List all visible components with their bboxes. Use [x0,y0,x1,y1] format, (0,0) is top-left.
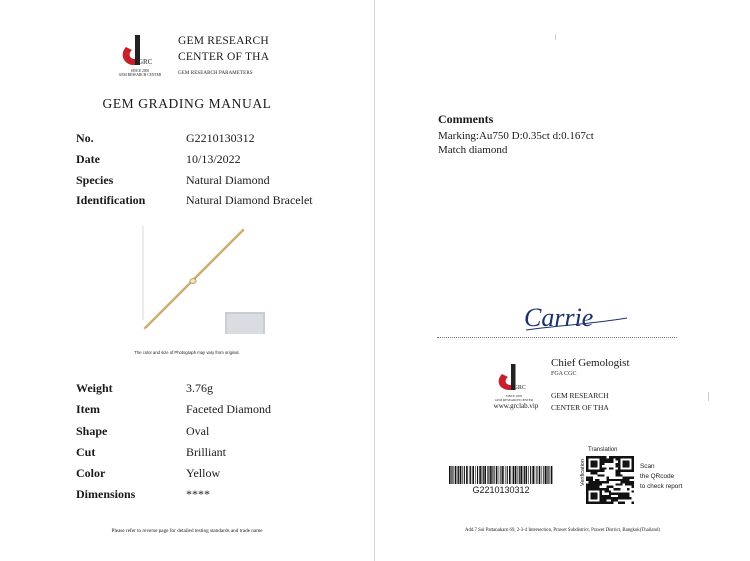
org-line-1: GEM RESEARCH [551,391,609,400]
org-line-2: CENTER OF THA [551,403,609,412]
detail-label: Cut [76,445,96,459]
logo-mark-text: GRC [513,385,526,391]
bracelet-photo [141,224,271,334]
comments-text [438,129,594,157]
scan-line-2: the QRcode [640,473,675,480]
left-footer: Please refer to reverse page for detailed testing standards and trade name [111,528,263,534]
grc-logo-header [118,33,278,83]
scan-line-3: to check report [640,483,683,490]
detail-value: Faceted Diamond [186,402,271,416]
since-line-1: SINCE 2005 [505,394,523,398]
detail-value: 3.76g [186,381,213,395]
scan-instructions [640,462,682,492]
field-label: Date [76,152,100,166]
detail-value: Yellow [186,466,221,480]
grc-name-line-2: CENTER OF THA [178,51,270,63]
gemologist-credentials: FGA CGC [551,371,577,377]
detail-label: Item [76,402,100,416]
signature-line [437,337,677,338]
field-value: Natural Diamond [186,173,270,187]
grc-name [178,33,269,65]
field-label: Identification [76,193,146,207]
grc-name-line-1: GEM RESEARCH [178,35,269,47]
logo-since [482,394,546,402]
since-line-2: GEM RESEARCH CENTER [118,73,162,77]
detail-label: Dimensions [76,487,136,501]
website-link[interactable]: www.grclab.vip [493,402,539,410]
comments-line-1: Marking:Au750 D:0.35ct d:0.167ct [438,130,594,142]
page-mark [555,34,556,40]
comments-line-2: Match diamond [438,144,508,156]
logo-mark-text: GRC [138,58,153,66]
page-mark [708,392,709,401]
gemologist-title: Chief Gemologist [551,357,630,369]
detail-label: Shape [76,424,108,438]
translation-label: Translation [588,447,618,453]
qr-code[interactable] [586,456,634,504]
since-line-1: SINCE 2005 [130,69,150,73]
signature-text: Carrie [524,303,594,332]
detail-value: Brilliant [186,445,226,459]
field-label: No. [76,131,94,145]
right-page [375,0,750,561]
signature [522,296,632,336]
detail-label: Color [76,466,106,480]
detail-label: Weight [76,381,113,395]
org-name [551,390,609,414]
barcode [449,466,553,484]
comments-heading: Comments [438,112,494,126]
barcode-number: G2210130312 [472,485,530,495]
verification-label: Verification [580,459,586,486]
detail-value: Oval [186,424,210,438]
scan-line-1: Scan [640,463,655,470]
manual-title: GEM GRADING MANUAL [102,96,272,111]
since-line-2: GEM RESEARCH CENTER [495,398,533,402]
photo-note: The color and size of Photograph may vary from original. [134,350,240,355]
field-value: G2210130312 [186,131,255,145]
field-value: Natural Diamond Bracelet [186,193,313,207]
logo-since [118,69,162,77]
field-label: Species [76,173,114,187]
detail-value: **** [186,487,210,501]
grc-params: GEM RESEARCH PARAMETERS [178,71,253,76]
right-footer: Add.7 Soi Pattanakarn 69, 2-3-4 Intersection, Prawet Subdistrict, Prawet District, Bangkok(Thailand) [465,528,660,533]
field-value: 10/13/2022 [186,152,241,166]
